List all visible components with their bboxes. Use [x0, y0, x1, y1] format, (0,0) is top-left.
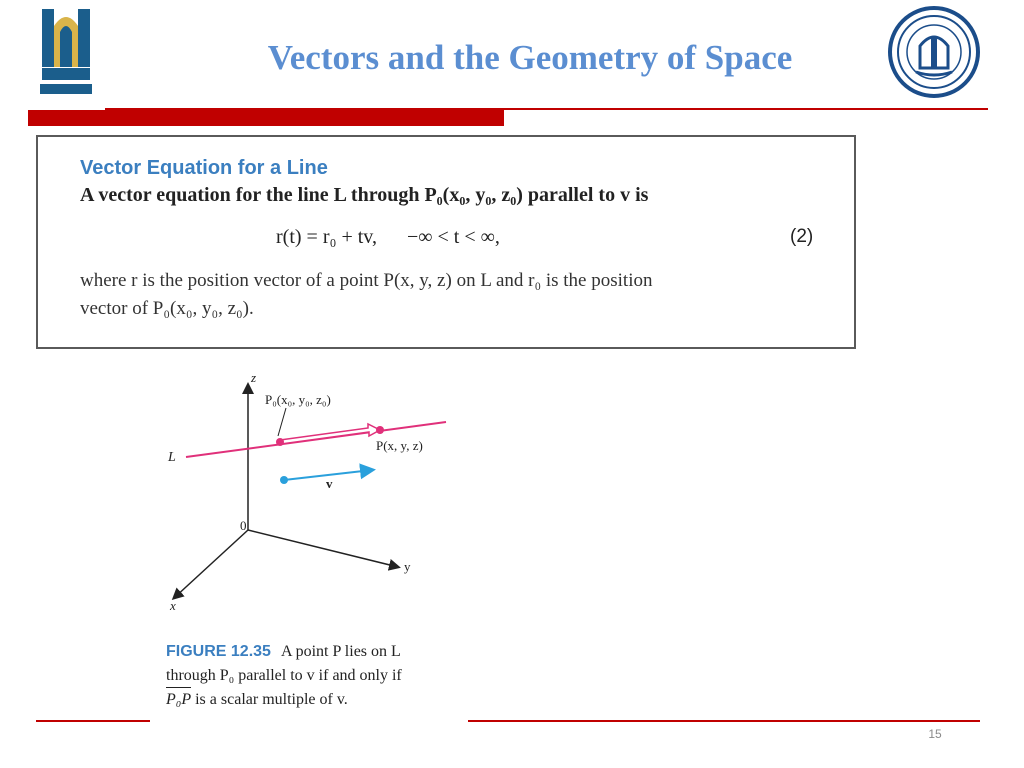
page-number: 15	[928, 727, 942, 741]
definition-body	[80, 267, 820, 323]
point-P	[376, 426, 384, 434]
caption-line-2: through P₀ parallel to v if and only if	[166, 667, 402, 684]
v-label: v	[326, 476, 333, 491]
caption-line-3-text: is a scalar multiple of v.	[191, 691, 348, 708]
definition-body-line-2: vector of P₀(x₀, y₀, z₀).	[80, 298, 254, 319]
university-logo	[38, 6, 94, 98]
x-axis	[174, 530, 248, 598]
figure-number: FIGURE 12.35	[166, 643, 271, 660]
footer-rule-left	[36, 720, 150, 722]
slide-title: Vectors and the Geometry of Space	[267, 38, 793, 77]
figure-caption	[166, 640, 466, 712]
caption-line-1	[166, 640, 466, 664]
p0-label: P₀(x₀, y₀, z₀)	[265, 392, 331, 407]
vector-P0P	[280, 424, 380, 444]
point-P0	[276, 438, 284, 446]
definition-lead: A vector equation for the line L through P₀(x₀, y₀, z₀) parallel to v is	[80, 184, 649, 206]
vector-p0p-notation: P₀P	[166, 688, 191, 712]
definition-body-line-1: where r is the position vector of a point P(x, y, z) on L and r₀ is the position	[80, 270, 653, 291]
equation-number: (2)	[790, 226, 814, 247]
origin-label: 0	[240, 518, 247, 533]
x-axis-label: x	[170, 598, 176, 613]
p-label: P(x, y, z)	[376, 438, 423, 453]
p0-pointer	[278, 408, 286, 436]
caption-line-3	[166, 688, 466, 712]
header-rule-thick	[28, 110, 504, 126]
figure-line-in-space	[150, 360, 470, 630]
college-seal	[888, 6, 980, 98]
y-axis-label: y	[404, 559, 411, 574]
definition-heading: Vector Equation for a Line	[80, 157, 328, 179]
footer-rule-right	[468, 720, 980, 722]
line-label: L	[168, 450, 176, 465]
line-equation	[276, 226, 500, 249]
y-axis	[248, 530, 398, 567]
definition-box	[36, 135, 856, 349]
caption-line-1-text: A point P lies on L	[280, 643, 401, 660]
z-axis-label: z	[251, 370, 257, 385]
line-equation-text: r(t) = r₀ + tv, −∞ < t < ∞,	[276, 226, 500, 248]
